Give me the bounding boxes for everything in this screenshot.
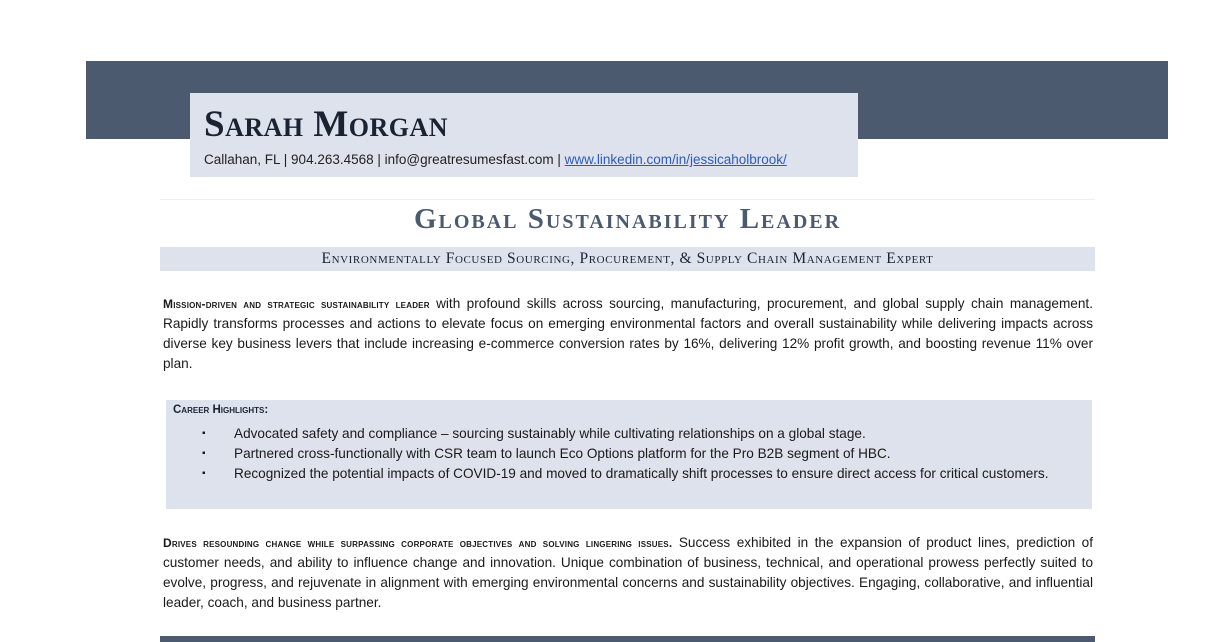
name-contact-panel xyxy=(190,93,858,177)
highlight-text: Partnered cross-functionally with CSR team to launch Eco Options platform for the Pro B2B segment of HBC. xyxy=(234,446,891,461)
section-rule xyxy=(160,636,1095,642)
highlight-text: Advocated safety and compliance – sourcing sustainably while cultivating relationships on a global stage. xyxy=(234,426,866,441)
divider xyxy=(160,199,1095,200)
summary-paragraph-2 xyxy=(163,533,1093,613)
contact-line xyxy=(204,152,787,167)
list-item xyxy=(202,464,1082,484)
candidate-name: Sarah Morgan xyxy=(204,104,449,145)
summary-paragraph-1 xyxy=(163,294,1093,374)
summary-2-lead: Drives resounding change while surpassing corporate objectives and solving lingering issues. xyxy=(163,536,673,550)
list-item xyxy=(202,424,1082,444)
career-highlights-list xyxy=(202,424,1082,484)
summary-1-body: with profound skills across sourcing, manufacturing, procurement, and global supply chain management. Rapidly transforms processes and actions to elevate focus on emerging environmental factors and overall sustainability while delivering impacts across diverse key business levers that include increasing e-commerce conversion rates by 16%, delivering 12% profit growth, and boosting revenue 11% over plan. xyxy=(163,296,1093,371)
subheadline-bar xyxy=(160,247,1095,271)
resume-subheadline: Environmentally Focused Sourcing, Procurement, & Supply Chain Management Expert xyxy=(321,250,934,267)
bullet-icon: ▪ xyxy=(202,428,206,439)
summary-1-lead: Mission-driven and strategic sustainability leader xyxy=(163,297,430,311)
summary-2-body: Success exhibited in the expansion of product lines, prediction of customer needs, and ability to influence change and innovation. Unique combination of business, technical, and operational prowess perfectly suited to evolve, progress, and rejuvenate in alignment with emerging environmental concerns and sustainability objectives. Engaging, collaborative, and influential leader, coach, and business partner. xyxy=(163,535,1093,610)
linkedin-link[interactable]: www.linkedin.com/in/jessicaholbrook/ xyxy=(564,152,787,167)
highlight-text: Recognized the potential impacts of COVID-19 and moved to dramatically shift processes to ensure direct access for critical customers. xyxy=(234,466,1049,481)
career-highlights-title: Career Highlights: xyxy=(173,404,269,416)
contact-details: Callahan, FL | 904.263.4568 | info@greatresumesfast.com | xyxy=(204,152,565,167)
bullet-icon: ▪ xyxy=(202,468,206,479)
resume-headline: Global Sustainability Leader xyxy=(413,203,842,235)
list-item xyxy=(202,444,1082,464)
career-highlights-box xyxy=(166,400,1092,509)
bullet-icon: ▪ xyxy=(202,448,206,459)
